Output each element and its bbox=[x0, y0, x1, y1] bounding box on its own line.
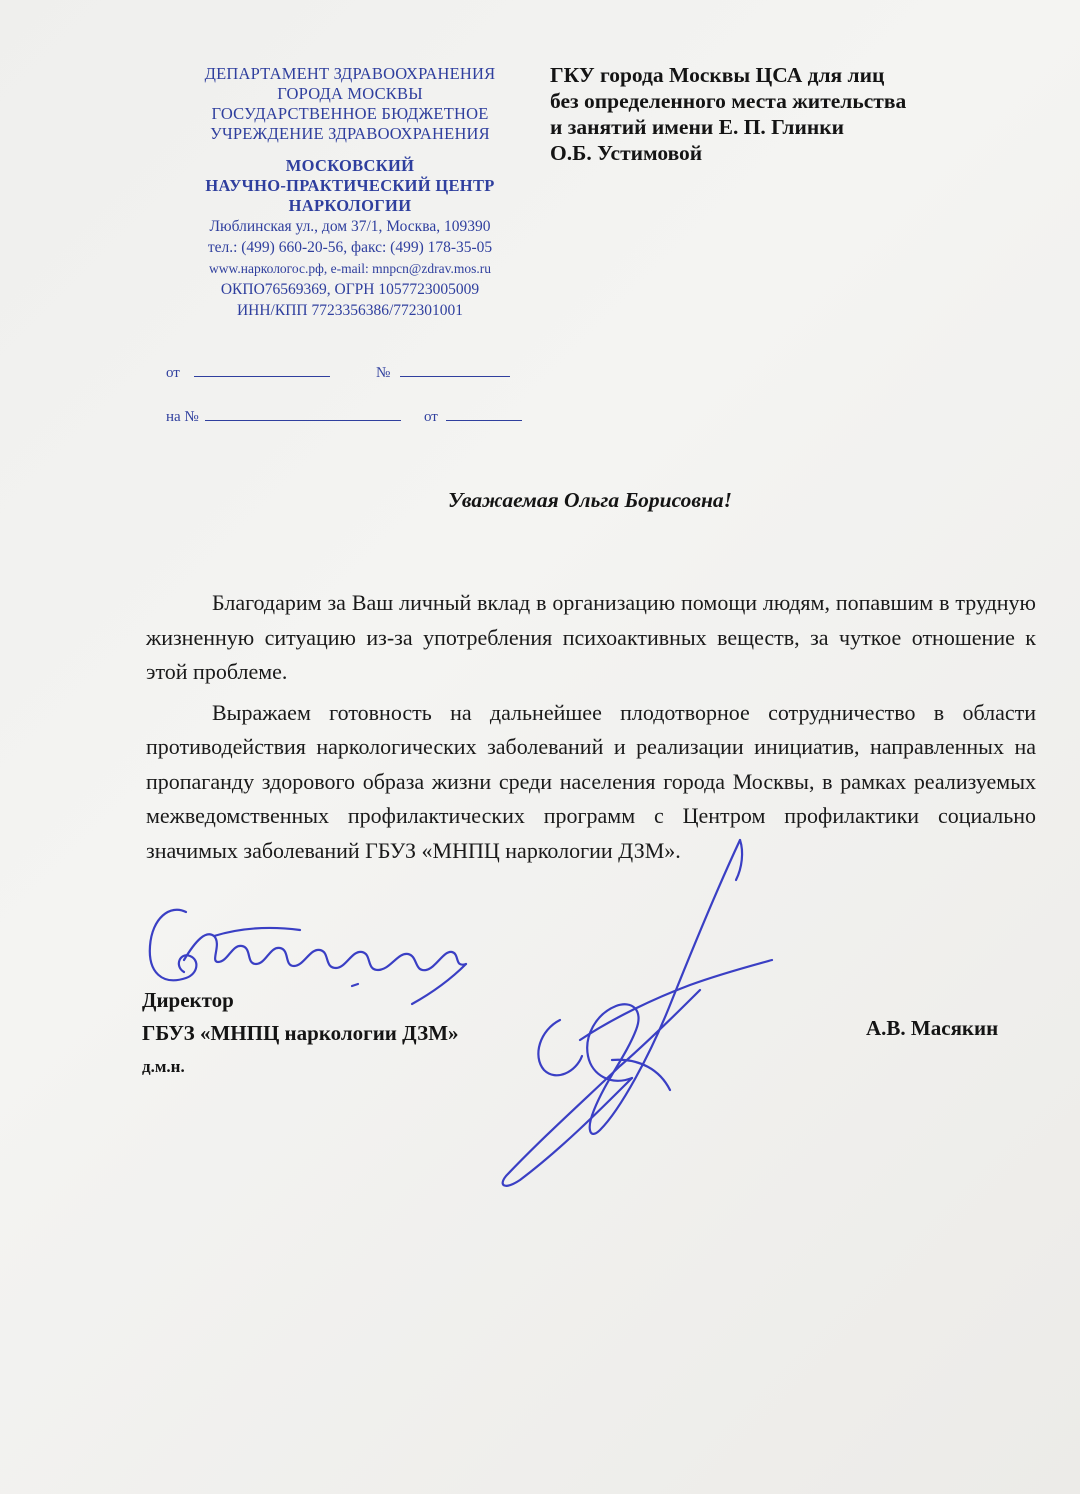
dept-line: ГОСУДАРСТВЕННОЕ БЮДЖЕТНОЕ bbox=[211, 104, 489, 123]
body-paragraph: Выражаем готовность на дальнейшее плодотворное сотрудничество в области противодействия наркологических заболеваний и реализации инициатив, направленных на пропаганду здорового образа жизни среди населения города Москвы, в рамках реализуемых межведомственных профилактических программ с Центром профилактики социально значимых заболеваний ГБУЗ «МНПЦ наркологии ДЗМ». bbox=[146, 699, 1036, 863]
letterhead-inn: ИНН/КПП 7723356386/772301001 bbox=[236, 302, 464, 319]
ref-no-line bbox=[400, 362, 510, 377]
dept-line: ГОРОДА МОСКВЫ bbox=[277, 84, 423, 103]
ref-from2-row bbox=[424, 406, 522, 426]
addressee-block bbox=[550, 62, 1020, 166]
center-line: МОСКОВСКИЙ bbox=[285, 156, 415, 175]
letterhead-center-name bbox=[160, 156, 540, 216]
letterhead-web: www.наркологос.рф, e-mail: mnpcn@zdrav.mos.ru bbox=[209, 261, 491, 276]
dept-line: УЧРЕЖДЕНИЕ ЗДРАВООХРАНЕНИЯ bbox=[210, 124, 490, 143]
letterhead-phone: тел.: (499) 660-20-56, факс: (499) 178-35-05 bbox=[207, 239, 493, 256]
signatory-org: ГБУЗ «МНПЦ наркологии ДЗМ» bbox=[142, 1021, 459, 1045]
ref-on-row bbox=[166, 406, 401, 426]
ref-from-row bbox=[166, 362, 330, 382]
addressee-line: О.Б. Устимовой bbox=[550, 141, 703, 165]
signatory-title: Директор bbox=[142, 988, 234, 1012]
signature-center-stroke bbox=[612, 1060, 670, 1090]
body-paragraph: Благодарим за Ваш личный вклад в организацию помощи людям, попавшим в трудную жизненную ситуацию из-за употребления психоактивных веществ, за чуткое отношение к этой проблеме. bbox=[146, 590, 1036, 684]
signature-center-stroke bbox=[587, 840, 740, 1134]
ref-from2-label: от bbox=[424, 409, 438, 425]
ref-no-row bbox=[376, 362, 510, 382]
signatory-degree: д.м.н. bbox=[142, 1057, 185, 1076]
ref-from-line bbox=[194, 362, 330, 377]
ref-no-label: № bbox=[376, 365, 391, 381]
dept-line: ДЕПАРТАМЕНТ ЗДРАВООХРАНЕНИЯ bbox=[204, 64, 496, 83]
letterhead bbox=[160, 64, 540, 321]
signature-center-stroke bbox=[503, 990, 700, 1186]
signatory-block bbox=[142, 984, 459, 1078]
addressee-line: ГКУ города Москвы ЦСА для лиц bbox=[550, 63, 885, 87]
signature-left-stroke bbox=[150, 910, 197, 980]
signature-left-stroke bbox=[214, 928, 300, 936]
addressee-line: без определенного места жительства bbox=[550, 89, 907, 113]
letter-body bbox=[146, 586, 1036, 868]
greeting: Уважаемая Ольга Борисовна! bbox=[447, 488, 732, 512]
signature-left-stroke bbox=[184, 934, 466, 970]
letterhead-address: Люблинская ул., дом 37/1, Москва, 109390 bbox=[209, 218, 491, 235]
ref-on-line bbox=[205, 406, 401, 421]
ref-from2-line bbox=[446, 406, 522, 421]
signature-center-stroke bbox=[538, 1020, 582, 1075]
center-line: НАРКОЛОГИИ bbox=[288, 196, 412, 215]
center-line: НАУЧНО-ПРАКТИЧЕСКИЙ ЦЕНТР bbox=[205, 176, 495, 195]
signature-center-stroke bbox=[580, 960, 772, 1040]
addressee-line: и занятий имени Е. П. Глинки bbox=[550, 115, 845, 139]
signatory-name: А.В. Масякин bbox=[866, 1016, 999, 1040]
letterhead-department bbox=[160, 64, 540, 144]
ref-from-label: от bbox=[166, 365, 180, 381]
ref-on-label: на № bbox=[166, 409, 199, 425]
letterhead-okpo: ОКПО76569369, ОГРН 1057723005009 bbox=[220, 281, 480, 298]
